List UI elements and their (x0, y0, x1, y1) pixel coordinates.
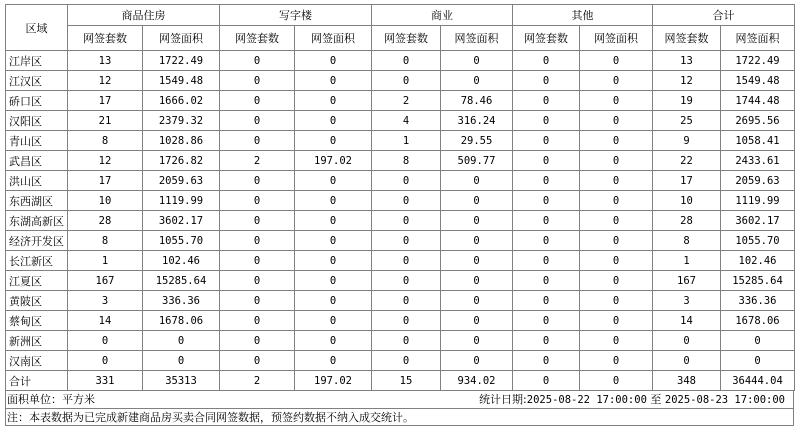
group-header-office: 写字楼 (220, 5, 372, 26)
table-row (6, 291, 795, 311)
count-header: 网签套数 (653, 26, 721, 51)
count-cell: 0 (220, 351, 295, 371)
area-cell: 0 (580, 271, 653, 291)
area-cell: 0 (295, 231, 372, 251)
area-cell: 2379.32 (143, 111, 220, 131)
area-cell: 1119.99 (721, 191, 795, 211)
area-cell: 0 (580, 211, 653, 231)
count-cell: 0 (513, 71, 580, 91)
area-cell: 0 (580, 131, 653, 151)
count-cell: 348 (653, 371, 721, 391)
count-header: 网签套数 (513, 26, 580, 51)
table-row (6, 351, 795, 371)
table-row (6, 191, 795, 211)
count-cell: 1 (372, 131, 441, 151)
count-cell: 0 (220, 291, 295, 311)
count-cell: 0 (513, 151, 580, 171)
area-header: 网签面积 (295, 26, 372, 51)
area-cell: 0 (580, 291, 653, 311)
area-cell: 0 (580, 91, 653, 111)
area-cell: 0 (580, 331, 653, 351)
area-cell: 0 (295, 351, 372, 371)
area-cell: 0 (295, 251, 372, 271)
area-cell: 0 (441, 251, 513, 271)
area-cell: 0 (580, 51, 653, 71)
count-cell: 8 (68, 131, 143, 151)
statistics-date (479, 391, 793, 408)
region-cell: 蔡甸区 (6, 311, 68, 331)
count-cell: 19 (653, 91, 721, 111)
count-cell: 0 (513, 191, 580, 211)
count-cell: 17 (68, 171, 143, 191)
count-cell: 0 (220, 111, 295, 131)
count-cell: 8 (653, 231, 721, 251)
area-cell: 102.46 (143, 251, 220, 271)
count-cell: 0 (68, 331, 143, 351)
area-cell: 0 (441, 71, 513, 91)
area-cell: 0 (295, 331, 372, 351)
count-header: 网签套数 (68, 26, 143, 51)
area-cell: 0 (580, 251, 653, 271)
count-cell: 17 (68, 91, 143, 111)
count-cell: 3 (68, 291, 143, 311)
count-cell: 0 (220, 171, 295, 191)
area-cell: 1726.82 (143, 151, 220, 171)
count-cell: 0 (513, 351, 580, 371)
count-cell: 0 (220, 231, 295, 251)
area-cell: 1055.70 (143, 231, 220, 251)
count-cell: 13 (653, 51, 721, 71)
count-cell: 0 (513, 171, 580, 191)
table-row (6, 91, 795, 111)
area-cell: 102.46 (721, 251, 795, 271)
count-cell: 15 (372, 371, 441, 391)
area-cell: 3602.17 (143, 211, 220, 231)
area-cell: 0 (295, 191, 372, 211)
table-row (6, 271, 795, 291)
count-cell: 9 (653, 131, 721, 151)
stat-date-to-word: 至 (650, 393, 662, 406)
area-unit-text: 面积单位：平方米 (7, 393, 95, 406)
area-cell: 0 (441, 351, 513, 371)
area-cell: 15285.64 (721, 271, 795, 291)
area-cell: 0 (580, 151, 653, 171)
count-cell: 17 (653, 171, 721, 191)
area-cell: 0 (441, 311, 513, 331)
area-header: 网签面积 (143, 26, 220, 51)
region-cell: 汉南区 (6, 351, 68, 371)
region-cell: 东湖高新区 (6, 211, 68, 231)
region-cell: 合计 (6, 371, 68, 391)
area-cell: 35313 (143, 371, 220, 391)
region-cell: 汉阳区 (6, 111, 68, 131)
region-cell: 黄陂区 (6, 291, 68, 311)
count-cell: 0 (220, 91, 295, 111)
region-cell: 江夏区 (6, 271, 68, 291)
count-cell: 10 (68, 191, 143, 211)
group-header-residential: 商品住房 (68, 5, 220, 26)
count-cell: 1 (68, 251, 143, 271)
area-cell: 0 (295, 171, 372, 191)
table-row (6, 331, 795, 351)
count-cell: 0 (372, 191, 441, 211)
count-cell: 14 (68, 311, 143, 331)
count-cell: 0 (513, 51, 580, 71)
header-row-groups (6, 5, 795, 26)
region-cell: 江汉区 (6, 71, 68, 91)
area-cell: 1549.48 (721, 71, 795, 91)
region-cell: 江岸区 (6, 51, 68, 71)
count-cell: 0 (653, 331, 721, 351)
area-cell: 197.02 (295, 371, 372, 391)
count-cell: 0 (513, 231, 580, 251)
area-cell: 316.24 (441, 111, 513, 131)
count-cell: 0 (513, 251, 580, 271)
count-cell: 28 (653, 211, 721, 231)
table-row (6, 171, 795, 191)
count-cell: 2 (372, 91, 441, 111)
count-cell: 0 (372, 291, 441, 311)
area-cell: 0 (580, 71, 653, 91)
count-cell: 0 (220, 191, 295, 211)
count-cell: 2 (220, 371, 295, 391)
count-cell: 13 (68, 51, 143, 71)
table-row (6, 251, 795, 271)
count-cell: 0 (372, 271, 441, 291)
stat-date-to: 2025-08-23 17:00:00 (664, 394, 785, 406)
count-cell: 1 (653, 251, 721, 271)
area-cell: 0 (295, 271, 372, 291)
count-cell: 167 (653, 271, 721, 291)
count-header: 网签套数 (220, 26, 295, 51)
area-cell: 0 (441, 171, 513, 191)
area-cell: 0 (580, 311, 653, 331)
count-cell: 0 (372, 211, 441, 231)
group-header-other: 其他 (513, 5, 653, 26)
area-cell: 0 (295, 51, 372, 71)
area-cell: 1722.49 (143, 51, 220, 71)
area-cell: 0 (295, 71, 372, 91)
count-cell: 12 (68, 151, 143, 171)
count-cell: 0 (372, 51, 441, 71)
area-cell: 0 (580, 171, 653, 191)
area-cell: 336.36 (721, 291, 795, 311)
area-cell: 0 (721, 351, 795, 371)
footnote: 注：本表数据为已完成新建商品房买卖合同网签数据，预签约数据不纳入成交统计。 (5, 409, 794, 426)
report-container (5, 4, 794, 426)
count-cell: 22 (653, 151, 721, 171)
table-row (6, 131, 795, 151)
area-cell: 934.02 (441, 371, 513, 391)
area-cell: 0 (441, 331, 513, 351)
count-cell: 0 (513, 311, 580, 331)
area-cell: 0 (295, 131, 372, 151)
region-cell: 青山区 (6, 131, 68, 151)
area-cell: 0 (295, 211, 372, 231)
area-cell: 15285.64 (143, 271, 220, 291)
group-header-commercial: 商业 (372, 5, 513, 26)
count-header: 网签套数 (372, 26, 441, 51)
area-cell: 2433.61 (721, 151, 795, 171)
count-cell: 0 (653, 351, 721, 371)
region-cell: 长江新区 (6, 251, 68, 271)
area-cell: 0 (441, 51, 513, 71)
count-cell: 12 (653, 71, 721, 91)
area-cell: 197.02 (295, 151, 372, 171)
area-cell: 1549.48 (143, 71, 220, 91)
count-cell: 0 (220, 131, 295, 151)
area-cell: 509.77 (441, 151, 513, 171)
area-cell: 0 (580, 111, 653, 131)
table-row (6, 231, 795, 251)
count-cell: 3 (653, 291, 721, 311)
count-cell: 0 (513, 371, 580, 391)
header-row-metrics (6, 26, 795, 51)
region-header: 区域 (6, 5, 68, 51)
count-cell: 2 (220, 151, 295, 171)
count-cell: 12 (68, 71, 143, 91)
area-cell: 2695.56 (721, 111, 795, 131)
count-cell: 10 (653, 191, 721, 211)
area-cell: 1744.48 (721, 91, 795, 111)
count-cell: 0 (220, 211, 295, 231)
area-cell: 2059.63 (721, 171, 795, 191)
area-cell: 1666.02 (143, 91, 220, 111)
count-cell: 0 (372, 171, 441, 191)
count-cell: 0 (513, 331, 580, 351)
count-cell: 0 (372, 71, 441, 91)
region-cell: 武昌区 (6, 151, 68, 171)
count-cell: 0 (372, 251, 441, 271)
area-header: 网签面积 (721, 26, 795, 51)
area-cell: 3602.17 (721, 211, 795, 231)
area-cell: 0 (143, 331, 220, 351)
table-row (6, 371, 795, 391)
count-cell: 0 (513, 131, 580, 151)
area-cell: 0 (441, 291, 513, 311)
table-row (6, 51, 795, 71)
area-cell: 1058.41 (721, 131, 795, 151)
area-header: 网签面积 (580, 26, 653, 51)
area-cell: 1055.70 (721, 231, 795, 251)
region-cell: 东西湖区 (6, 191, 68, 211)
area-cell: 36444.04 (721, 371, 795, 391)
count-cell: 0 (220, 331, 295, 351)
table-row (6, 111, 795, 131)
count-cell: 0 (220, 51, 295, 71)
stat-date-label: 统计日期: (479, 393, 527, 406)
count-cell: 0 (220, 311, 295, 331)
area-cell: 336.36 (143, 291, 220, 311)
area-cell: 1678.06 (721, 311, 795, 331)
table-body (6, 51, 795, 391)
area-cell: 0 (143, 351, 220, 371)
count-cell: 21 (68, 111, 143, 131)
area-header: 网签面积 (441, 26, 513, 51)
count-cell: 0 (372, 351, 441, 371)
count-cell: 8 (372, 151, 441, 171)
group-header-total: 合计 (653, 5, 795, 26)
area-cell: 1722.49 (721, 51, 795, 71)
area-cell: 0 (580, 351, 653, 371)
area-cell: 0 (580, 231, 653, 251)
area-cell: 78.46 (441, 91, 513, 111)
count-cell: 0 (220, 271, 295, 291)
count-cell: 4 (372, 111, 441, 131)
table-row (6, 211, 795, 231)
count-cell: 8 (68, 231, 143, 251)
count-cell: 14 (653, 311, 721, 331)
area-cell: 0 (441, 211, 513, 231)
count-cell: 0 (68, 351, 143, 371)
count-cell: 0 (220, 71, 295, 91)
count-cell: 0 (513, 111, 580, 131)
count-cell: 0 (220, 251, 295, 271)
region-cell: 洪山区 (6, 171, 68, 191)
table-row (6, 71, 795, 91)
area-cell: 0 (295, 291, 372, 311)
region-cell: 经济开发区 (6, 231, 68, 251)
area-cell: 1119.99 (143, 191, 220, 211)
sales-table (5, 4, 795, 391)
count-cell: 331 (68, 371, 143, 391)
table-row (6, 151, 795, 171)
count-cell: 0 (372, 311, 441, 331)
count-cell: 167 (68, 271, 143, 291)
area-cell: 0 (721, 331, 795, 351)
area-cell: 0 (441, 231, 513, 251)
area-cell: 1028.86 (143, 131, 220, 151)
area-cell: 0 (295, 311, 372, 331)
count-cell: 0 (372, 331, 441, 351)
count-cell: 28 (68, 211, 143, 231)
area-cell: 0 (441, 191, 513, 211)
area-cell: 29.55 (441, 131, 513, 151)
footer-bar (5, 391, 794, 409)
area-cell: 2059.63 (143, 171, 220, 191)
region-cell: 新洲区 (6, 331, 68, 351)
count-cell: 0 (513, 271, 580, 291)
area-cell: 0 (580, 191, 653, 211)
count-cell: 0 (513, 211, 580, 231)
count-cell: 0 (513, 291, 580, 311)
table-row (6, 311, 795, 331)
count-cell: 0 (513, 91, 580, 111)
count-cell: 25 (653, 111, 721, 131)
area-cell: 0 (295, 91, 372, 111)
count-cell: 0 (372, 231, 441, 251)
area-cell: 0 (441, 271, 513, 291)
area-cell: 0 (580, 371, 653, 391)
area-cell: 1678.06 (143, 311, 220, 331)
stat-date-from: 2025-08-22 17:00:00 (526, 394, 647, 406)
region-cell: 硚口区 (6, 91, 68, 111)
area-cell: 0 (295, 111, 372, 131)
